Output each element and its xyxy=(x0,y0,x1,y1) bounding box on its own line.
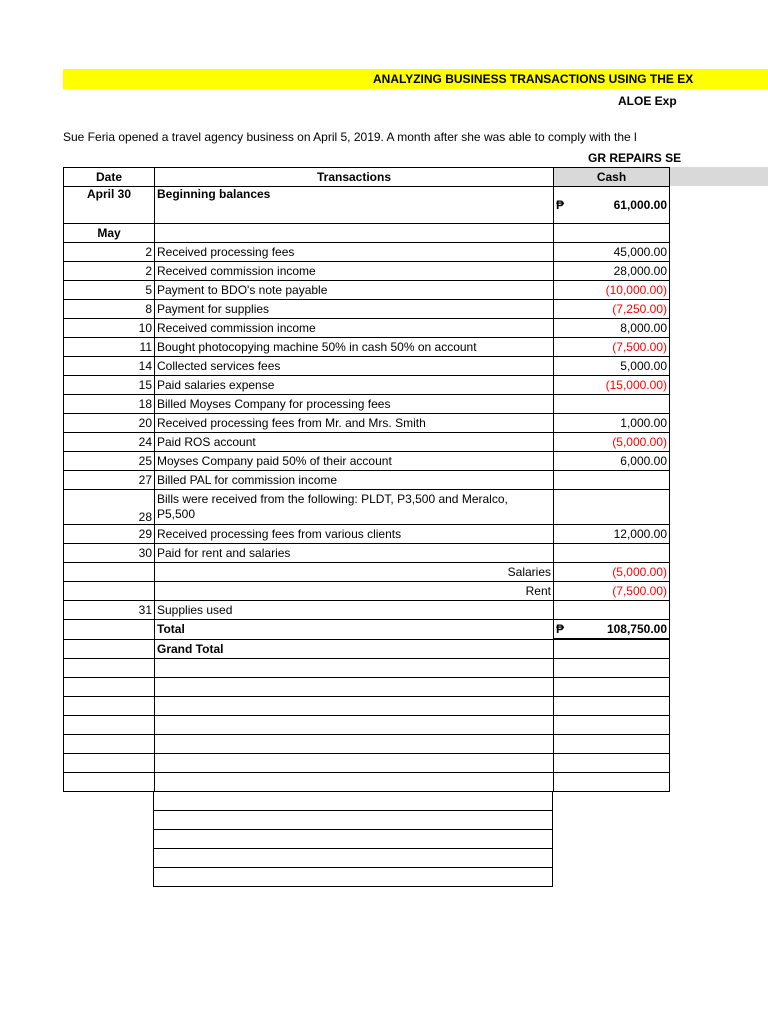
opening-label: Beginning balances xyxy=(155,187,554,224)
grand-total-cash xyxy=(554,639,670,659)
empty-row xyxy=(154,868,553,887)
row-cash: (15,000.00) xyxy=(554,376,670,395)
row-cash: 8,000.00 xyxy=(554,319,670,338)
row-cash: (7,250.00) xyxy=(554,300,670,319)
transaction-row xyxy=(64,452,670,471)
row-description: Paid salaries expense xyxy=(155,376,554,395)
row-day: 2 xyxy=(64,243,155,262)
transaction-row-31 xyxy=(64,601,670,620)
salaries-label: Salaries xyxy=(155,563,554,582)
row-cash: (10,000.00) xyxy=(554,281,670,300)
row-day: 11 xyxy=(64,338,155,357)
company-name: GR REPAIRS SE xyxy=(588,151,682,165)
row-day: 28 xyxy=(64,490,155,525)
row-day: 27 xyxy=(64,471,155,490)
empty-row xyxy=(64,773,670,792)
row-day: 15 xyxy=(64,376,155,395)
sheet-subtitle: ALOE Exp xyxy=(618,94,677,108)
row-cash xyxy=(554,601,670,620)
row-day: 10 xyxy=(64,319,155,338)
row-day: 18 xyxy=(64,395,155,414)
row-cash: (5,000.00) xyxy=(554,433,670,452)
sheet-title: ANALYZING BUSINESS TRANSACTIONS USING THE EX xyxy=(373,72,694,86)
row-description: Billed Moyses Company for processing fees xyxy=(155,395,554,414)
month-row xyxy=(64,224,670,243)
row-description xyxy=(155,490,554,525)
salaries-cash: (5,000.00) xyxy=(554,563,670,582)
transaction-row xyxy=(64,319,670,338)
row-description: Billed PAL for commission income xyxy=(155,471,554,490)
row-day: 8 xyxy=(64,300,155,319)
transaction-row-29 xyxy=(64,525,670,544)
row-day: 14 xyxy=(64,357,155,376)
row-cash xyxy=(554,544,670,563)
transaction-row-28 xyxy=(64,490,670,525)
row-cash xyxy=(554,471,670,490)
row-description: Collected services fees xyxy=(155,357,554,376)
row-cash: 12,000.00 xyxy=(554,525,670,544)
row-cash: (7,500.00) xyxy=(554,338,670,357)
peso-sign: ₱ xyxy=(556,198,565,212)
row-cash xyxy=(554,395,670,414)
grand-total-row xyxy=(64,639,670,659)
row-cash: 28,000.00 xyxy=(554,262,670,281)
empty-row xyxy=(64,735,670,754)
transaction-row xyxy=(64,338,670,357)
opening-cash: 61,000.00 xyxy=(613,198,667,212)
transactions-header: Transactions xyxy=(155,168,554,187)
salaries-row xyxy=(64,563,670,582)
date-header: Date xyxy=(64,168,155,187)
cash-header: Cash xyxy=(554,168,670,187)
transaction-row xyxy=(64,300,670,319)
row-cash xyxy=(554,490,670,525)
ledger-table xyxy=(63,167,670,792)
row-cash: 45,000.00 xyxy=(554,243,670,262)
transaction-row xyxy=(64,376,670,395)
rent-row xyxy=(64,582,670,601)
row-day: 24 xyxy=(64,433,155,452)
total-cash-cell xyxy=(554,620,670,640)
extra-lines-table xyxy=(153,791,553,887)
row28-line2: P5,500 xyxy=(157,507,196,521)
transaction-row xyxy=(64,357,670,376)
opening-cash-cell xyxy=(554,187,670,224)
row-description: Supplies used xyxy=(155,601,554,620)
transaction-row xyxy=(64,243,670,262)
transaction-row-30 xyxy=(64,544,670,563)
row-day: 5 xyxy=(64,281,155,300)
row-day: 30 xyxy=(64,544,155,563)
total-cash: 108,750.00 xyxy=(606,622,667,636)
empty-row xyxy=(64,754,670,773)
row-description: Paid for rent and salaries xyxy=(155,544,554,563)
transaction-row xyxy=(64,414,670,433)
transaction-row xyxy=(64,262,670,281)
empty-row xyxy=(64,678,670,697)
row-description: Received processing fees from various clients xyxy=(155,525,554,544)
intro-text: Sue Feria opened a travel agency business on April 5, 2019. A month after she was able to comply with the l xyxy=(63,130,637,144)
transaction-row xyxy=(64,395,670,414)
transaction-row xyxy=(64,281,670,300)
row-description: Paid ROS account xyxy=(155,433,554,452)
grand-total-label: Grand Total xyxy=(155,639,554,659)
transaction-row xyxy=(64,471,670,490)
row-cash: 6,000.00 xyxy=(554,452,670,471)
empty-row xyxy=(154,792,553,811)
row-day: 2 xyxy=(64,262,155,281)
month-label: May xyxy=(64,224,155,243)
row-description: Payment to BDO's note payable xyxy=(155,281,554,300)
transaction-row xyxy=(64,433,670,452)
row-day: 25 xyxy=(64,452,155,471)
empty-row xyxy=(154,849,553,868)
rent-label: Rent xyxy=(155,582,554,601)
total-row xyxy=(64,620,670,640)
row-description: Received commission income xyxy=(155,319,554,338)
opening-row xyxy=(64,187,670,224)
row-day: 31 xyxy=(64,601,155,620)
row-day: 20 xyxy=(64,414,155,433)
row-day: 29 xyxy=(64,525,155,544)
row-cash: 1,000.00 xyxy=(554,414,670,433)
row-description: Received commission income xyxy=(155,262,554,281)
opening-date: April 30 xyxy=(64,187,155,224)
empty-row xyxy=(64,716,670,735)
row-description: Received processing fees xyxy=(155,243,554,262)
total-label: Total xyxy=(155,620,554,640)
empty-row xyxy=(64,659,670,678)
row-cash: 5,000.00 xyxy=(554,357,670,376)
empty-row xyxy=(154,811,553,830)
rent-cash: (7,500.00) xyxy=(554,582,670,601)
row-description: Moyses Company paid 50% of their account xyxy=(155,452,554,471)
empty-row xyxy=(154,830,553,849)
row28-line1: Bills were received from the following: PLDT, P3,500 and Meralco, xyxy=(157,492,508,506)
header-row xyxy=(64,168,670,187)
row-description: Payment for supplies xyxy=(155,300,554,319)
row-description: Bought photocopying machine 50% in cash 50% on account xyxy=(155,338,554,357)
peso-sign: ₱ xyxy=(556,622,565,636)
row-description: Received processing fees from Mr. and Mrs. Smith xyxy=(155,414,554,433)
empty-row xyxy=(64,697,670,716)
